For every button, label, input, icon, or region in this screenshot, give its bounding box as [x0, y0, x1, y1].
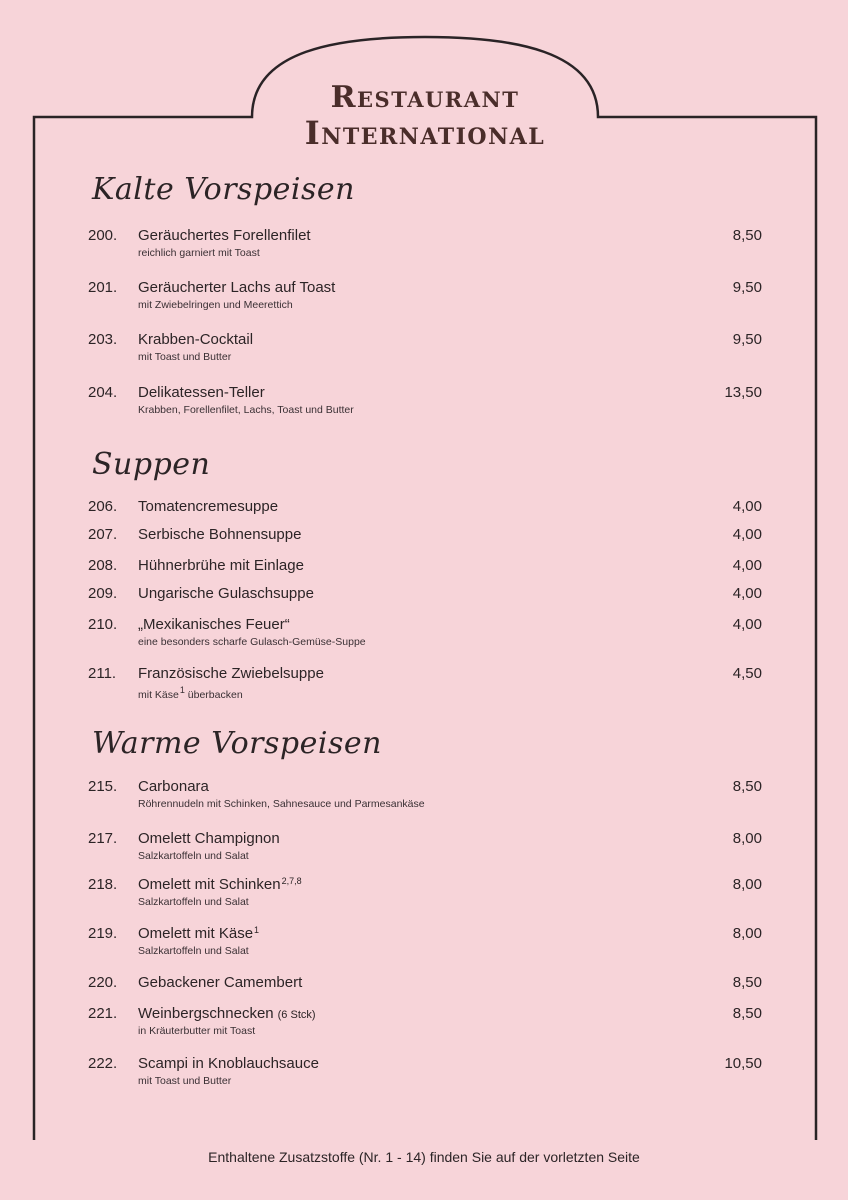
additives-footnote: Enthaltene Zusatzstoffe (Nr. 1 - 14) finden Sie auf der vorletzten Seite — [208, 1149, 640, 1165]
item-number: 218. — [88, 876, 118, 893]
additive-footnote: 1 — [254, 925, 260, 935]
item-number: 203. — [88, 331, 118, 348]
section-title-suppen: Suppen — [92, 447, 211, 482]
item-number: 220. — [88, 974, 118, 991]
item-number: 219. — [88, 925, 118, 942]
item-number: 208. — [88, 557, 118, 574]
item-price: 13,50 — [724, 384, 762, 401]
section-title-kalte-vorspeisen: Kalte Vorspeisen — [92, 172, 355, 207]
item-number: 200. — [88, 227, 118, 244]
item-description: Röhrennudeln mit Schinken, Sahnesauce und Parmesankäse — [138, 798, 425, 810]
item-price: 9,50 — [732, 279, 762, 296]
item-quantity: (6 Stck) — [277, 1009, 316, 1021]
item-description: Salzkartoffeln und Salat — [138, 850, 249, 862]
item-name: Hühnerbrühe mit Einlage — [138, 557, 304, 574]
item-price: 8,00 — [732, 925, 762, 942]
item-price: 4,00 — [732, 585, 762, 602]
item-name: Scampi in Knoblauchsauce — [138, 1055, 319, 1072]
item-name: Ungarische Gulaschsuppe — [138, 585, 314, 602]
item-number: 215. — [88, 778, 118, 795]
item-name: Krabben-Cocktail — [138, 331, 254, 348]
item-price: 8,00 — [732, 876, 762, 893]
item-number: 211. — [88, 665, 117, 682]
item-name-text: Weinbergschnecken — [138, 1005, 274, 1022]
item-name: Französische Zwiebelsuppe — [138, 665, 324, 682]
item-price: 8,50 — [732, 778, 762, 795]
item-name — [138, 925, 259, 942]
item-price: 4,00 — [732, 616, 762, 633]
item-name-text: Omelett mit Käse — [138, 925, 254, 942]
item-name: Delikatessen-Teller — [138, 384, 265, 401]
item-description: in Kräuterbutter mit Toast — [138, 1025, 256, 1037]
item-number: 201. — [88, 279, 118, 296]
item-name: Omelett Champignon — [138, 830, 280, 847]
item-description: eine besonders scharfe Gulasch-Gemüse-Suppe — [138, 636, 366, 648]
item-description: mit Zwiebelringen und Meerettich — [138, 299, 293, 311]
item-number: 210. — [88, 616, 118, 633]
item-number: 204. — [88, 384, 118, 401]
item-price: 8,00 — [732, 830, 762, 847]
item-price: 10,50 — [724, 1055, 762, 1072]
additive-footnote: 2,7,8 — [281, 876, 302, 886]
item-number: 217. — [88, 830, 118, 847]
item-description: Salzkartoffeln und Salat — [138, 896, 249, 908]
item-name: „Mexikanisches Feuer“ — [138, 616, 290, 633]
item-description: reichlich garniert mit Toast — [138, 247, 260, 259]
item-description: Salzkartoffeln und Salat — [138, 945, 249, 957]
item-number: 209. — [88, 585, 118, 602]
item-name: Geräuchertes Forellenfilet — [138, 227, 311, 244]
additive-footnote: 1 — [179, 685, 185, 695]
item-description: mit Toast und Butter — [138, 1075, 232, 1087]
item-price: 8,50 — [732, 227, 762, 244]
section-title-warme-vorspeisen: Warme Vorspeisen — [92, 726, 382, 761]
item-name — [138, 876, 302, 893]
item-name: Serbische Bohnensuppe — [138, 526, 302, 543]
item-price: 4,50 — [732, 665, 762, 682]
item-name — [138, 1005, 316, 1022]
item-description: Krabben, Forellenfilet, Lachs, Toast und Butter — [138, 404, 354, 416]
restaurant-title-line1: Restaurant — [330, 80, 520, 115]
description-text: überbacken — [184, 689, 243, 701]
item-description: mit Toast und Butter — [138, 351, 232, 363]
item-name-text: Omelett mit Schinken — [138, 876, 281, 893]
item-number: 207. — [88, 526, 118, 543]
item-price: 4,00 — [732, 526, 762, 543]
restaurant-title-line2: International — [304, 114, 546, 152]
description-text: mit Käse — [138, 689, 179, 701]
item-price: 8,50 — [732, 1005, 762, 1022]
item-price: 4,00 — [732, 557, 762, 574]
item-name: Carbonara — [138, 778, 209, 795]
item-number: 206. — [88, 498, 118, 515]
item-price: 8,50 — [732, 974, 762, 991]
item-name: Gebackener Camembert — [138, 974, 303, 991]
item-price: 4,00 — [732, 498, 762, 515]
item-price: 9,50 — [732, 331, 762, 348]
item-number: 221. — [88, 1005, 118, 1022]
item-number: 222. — [88, 1055, 118, 1072]
item-name: Tomatencremesuppe — [138, 498, 279, 515]
item-description — [138, 685, 243, 701]
item-name: Geräucherter Lachs auf Toast — [138, 279, 336, 296]
